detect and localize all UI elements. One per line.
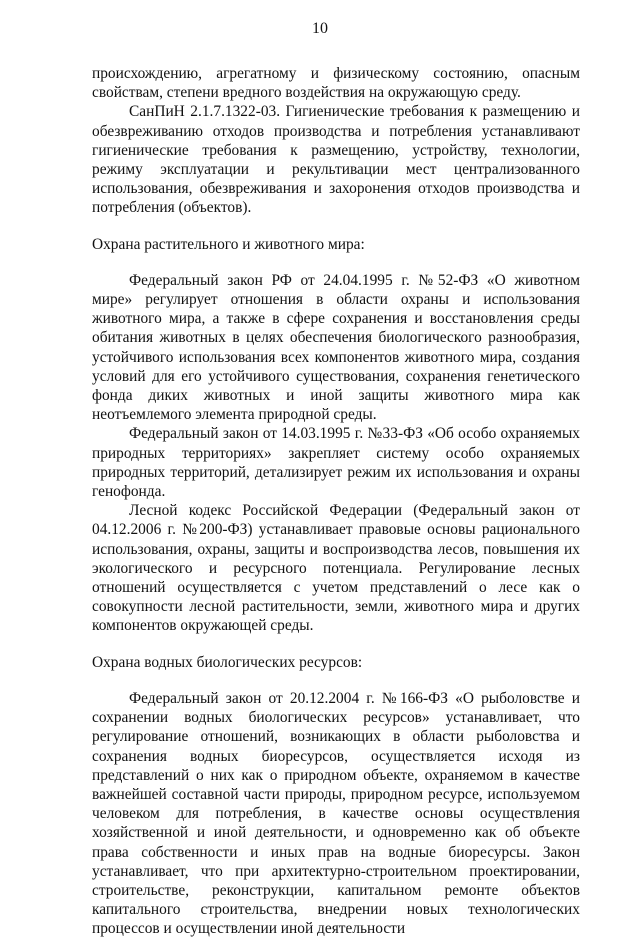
paragraph-continuation: происхождению, агрегатному и физическому состоянию, опасным свойствам, степени вредного воздействия на окружающую среду. bbox=[92, 65, 580, 102]
paragraph-law-animal-world: Федеральный закон РФ от 24.04.1995 г. №52-ФЗ «О животном мире» регулирует отношения в области охраны и использования животного мира, а также в сфере сохранения и восстановления среды обитания животных в целях обеспечения биологического разнообразия, устойчивого использования всех компонентов животного мира, создания условий для его устойчивого существования, сохранения генетического фонда диких животных и иной защиты животного мира как неотъемлемого элемента природной среды. bbox=[92, 271, 580, 424]
page-number: 10 bbox=[312, 20, 328, 37]
paragraph-law-fishing: Федеральный закон от 20.12.2004 г. №166-ФЗ «О рыболовстве и сохранении водных биологических ресурсов» устанавливает, что регулирование отношений, возникающих в области рыболовства и сохранения водных биоресурсов, осуществляется исходя из представлений о них как о природном объекте, охраняемом в качестве важнейшей составной части природы, природном ресурсе, используемом человеком для потребления, в качестве основы осуществления хозяйственной и иной деятельности, и одновременно как об объекте права собственности и иных прав на водные биоресурсы. Закон устанавливает, что при архитектурно-строительном проектировании, строительстве, реконструкции, капитальном ремонте объектов капитального строительства, внедрении новых технологических процессов и осуществлении иной деятельности bbox=[92, 689, 580, 938]
paragraph-sanpin: СанПиН 2.1.7.1322-03. Гигиенические требования к размещению и обезвреживанию отходов производства и потребления устанавливают гигиенические требования к размещению, устройству, технологии, режиму эксплуатации и рекультивации мест централизованного использования, обезвреживания и захоронения отходов производства и потребления (объектов). bbox=[92, 103, 580, 217]
section-heading-aquatic-resources: Охрана водных биологических ресурсов: bbox=[92, 653, 363, 671]
paragraph-forest-code: Лесной кодекс Российской Федерации (Федеральный закон от 04.12.2006 г. №200-ФЗ) устанавливает правовые основы рационального использования, охраны, защиты и воспроизводства лесов, повышения их экологического и ресурсного потенциала. Регулирование лесных отношений осуществляется с учетом представлений о лесе как о совокупности лесной растительности, земли, животного мира и других компонентов окружающей среды. bbox=[92, 502, 580, 635]
paragraph-law-protected-areas: Федеральный закон от 14.03.1995 г. №33-ФЗ «Об особо охраняемых природных территориях» закрепляет систему особо охраняемых природных территорий, детализирует режим их использования и охраны генофонда. bbox=[92, 425, 580, 501]
document-body bbox=[92, 64, 580, 939]
section-heading-flora-fauna: Охрана растительного и животного мира: bbox=[92, 235, 365, 253]
